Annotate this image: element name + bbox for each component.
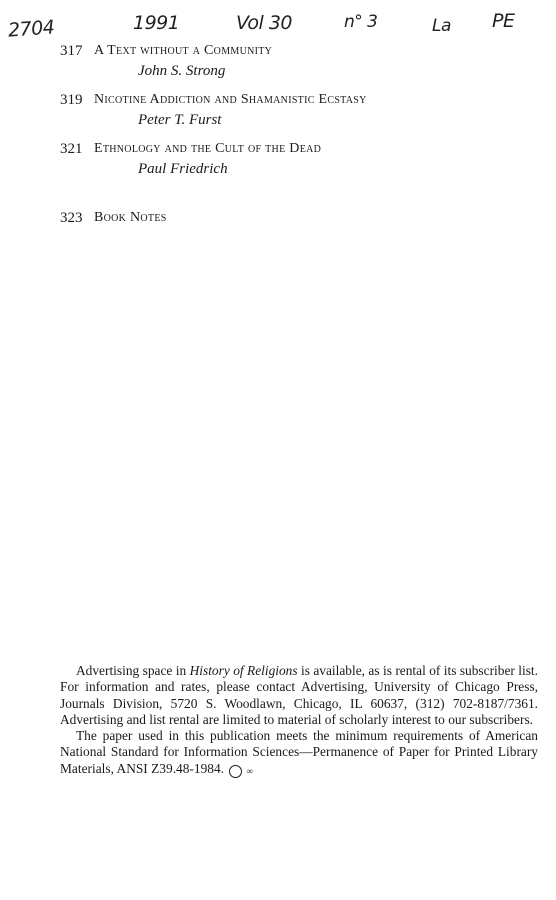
handwritten-annotations (0, 6, 556, 42)
toc-title: Nicotine Addiction and Shamanistic Ecstasy (94, 92, 367, 107)
handwritten-note: Vol 30 (236, 12, 293, 34)
advertising-text-start: Advertising space in (76, 663, 190, 678)
paper-text: The paper used in this publication meets the minimum requirements of American National Standard for Information Sciences—Permanence of Paper for Printed Library Materials, ANSI Z39.48-1984. (60, 728, 538, 776)
toc-title: Ethnology and the Cult of the Dead (94, 141, 322, 156)
advertising-paragraph (60, 663, 538, 728)
toc-page-number: 323 (60, 210, 83, 226)
handwritten-note: n° 3 (344, 12, 378, 32)
handwritten-note: 1991 (133, 12, 180, 34)
handwritten-note: 2704 (7, 16, 56, 42)
handwritten-note: La (432, 16, 451, 36)
toc-page-number: 317 (60, 43, 83, 59)
toc-page-number: 319 (60, 92, 83, 108)
toc-author: Peter T. Furst (138, 112, 222, 128)
toc-page-number: 321 (60, 141, 83, 157)
infinity-paper-icon: ∞ (229, 765, 242, 778)
handwritten-note: PE (492, 10, 515, 32)
publisher-notice (60, 663, 538, 778)
journal-title: History of Religions (189, 663, 298, 678)
toc-title: A Text without a Community (94, 43, 273, 58)
advertising-text-end: is available, as is rental of its subscriber list. For information and rates, please contact Advertising, University of Chicago Press, Journals Division, 5720 S. Woodlawn, Chicago, IL 60637, (312) 702-8187/7361. Advertising and list rental are limited to material of scholarly interest to our subscribers. (60, 663, 538, 727)
paper-paragraph (60, 728, 538, 778)
toc-title: Book Notes (94, 210, 167, 225)
toc-author: John S. Strong (138, 63, 226, 79)
toc-author: Paul Friedrich (138, 161, 228, 177)
